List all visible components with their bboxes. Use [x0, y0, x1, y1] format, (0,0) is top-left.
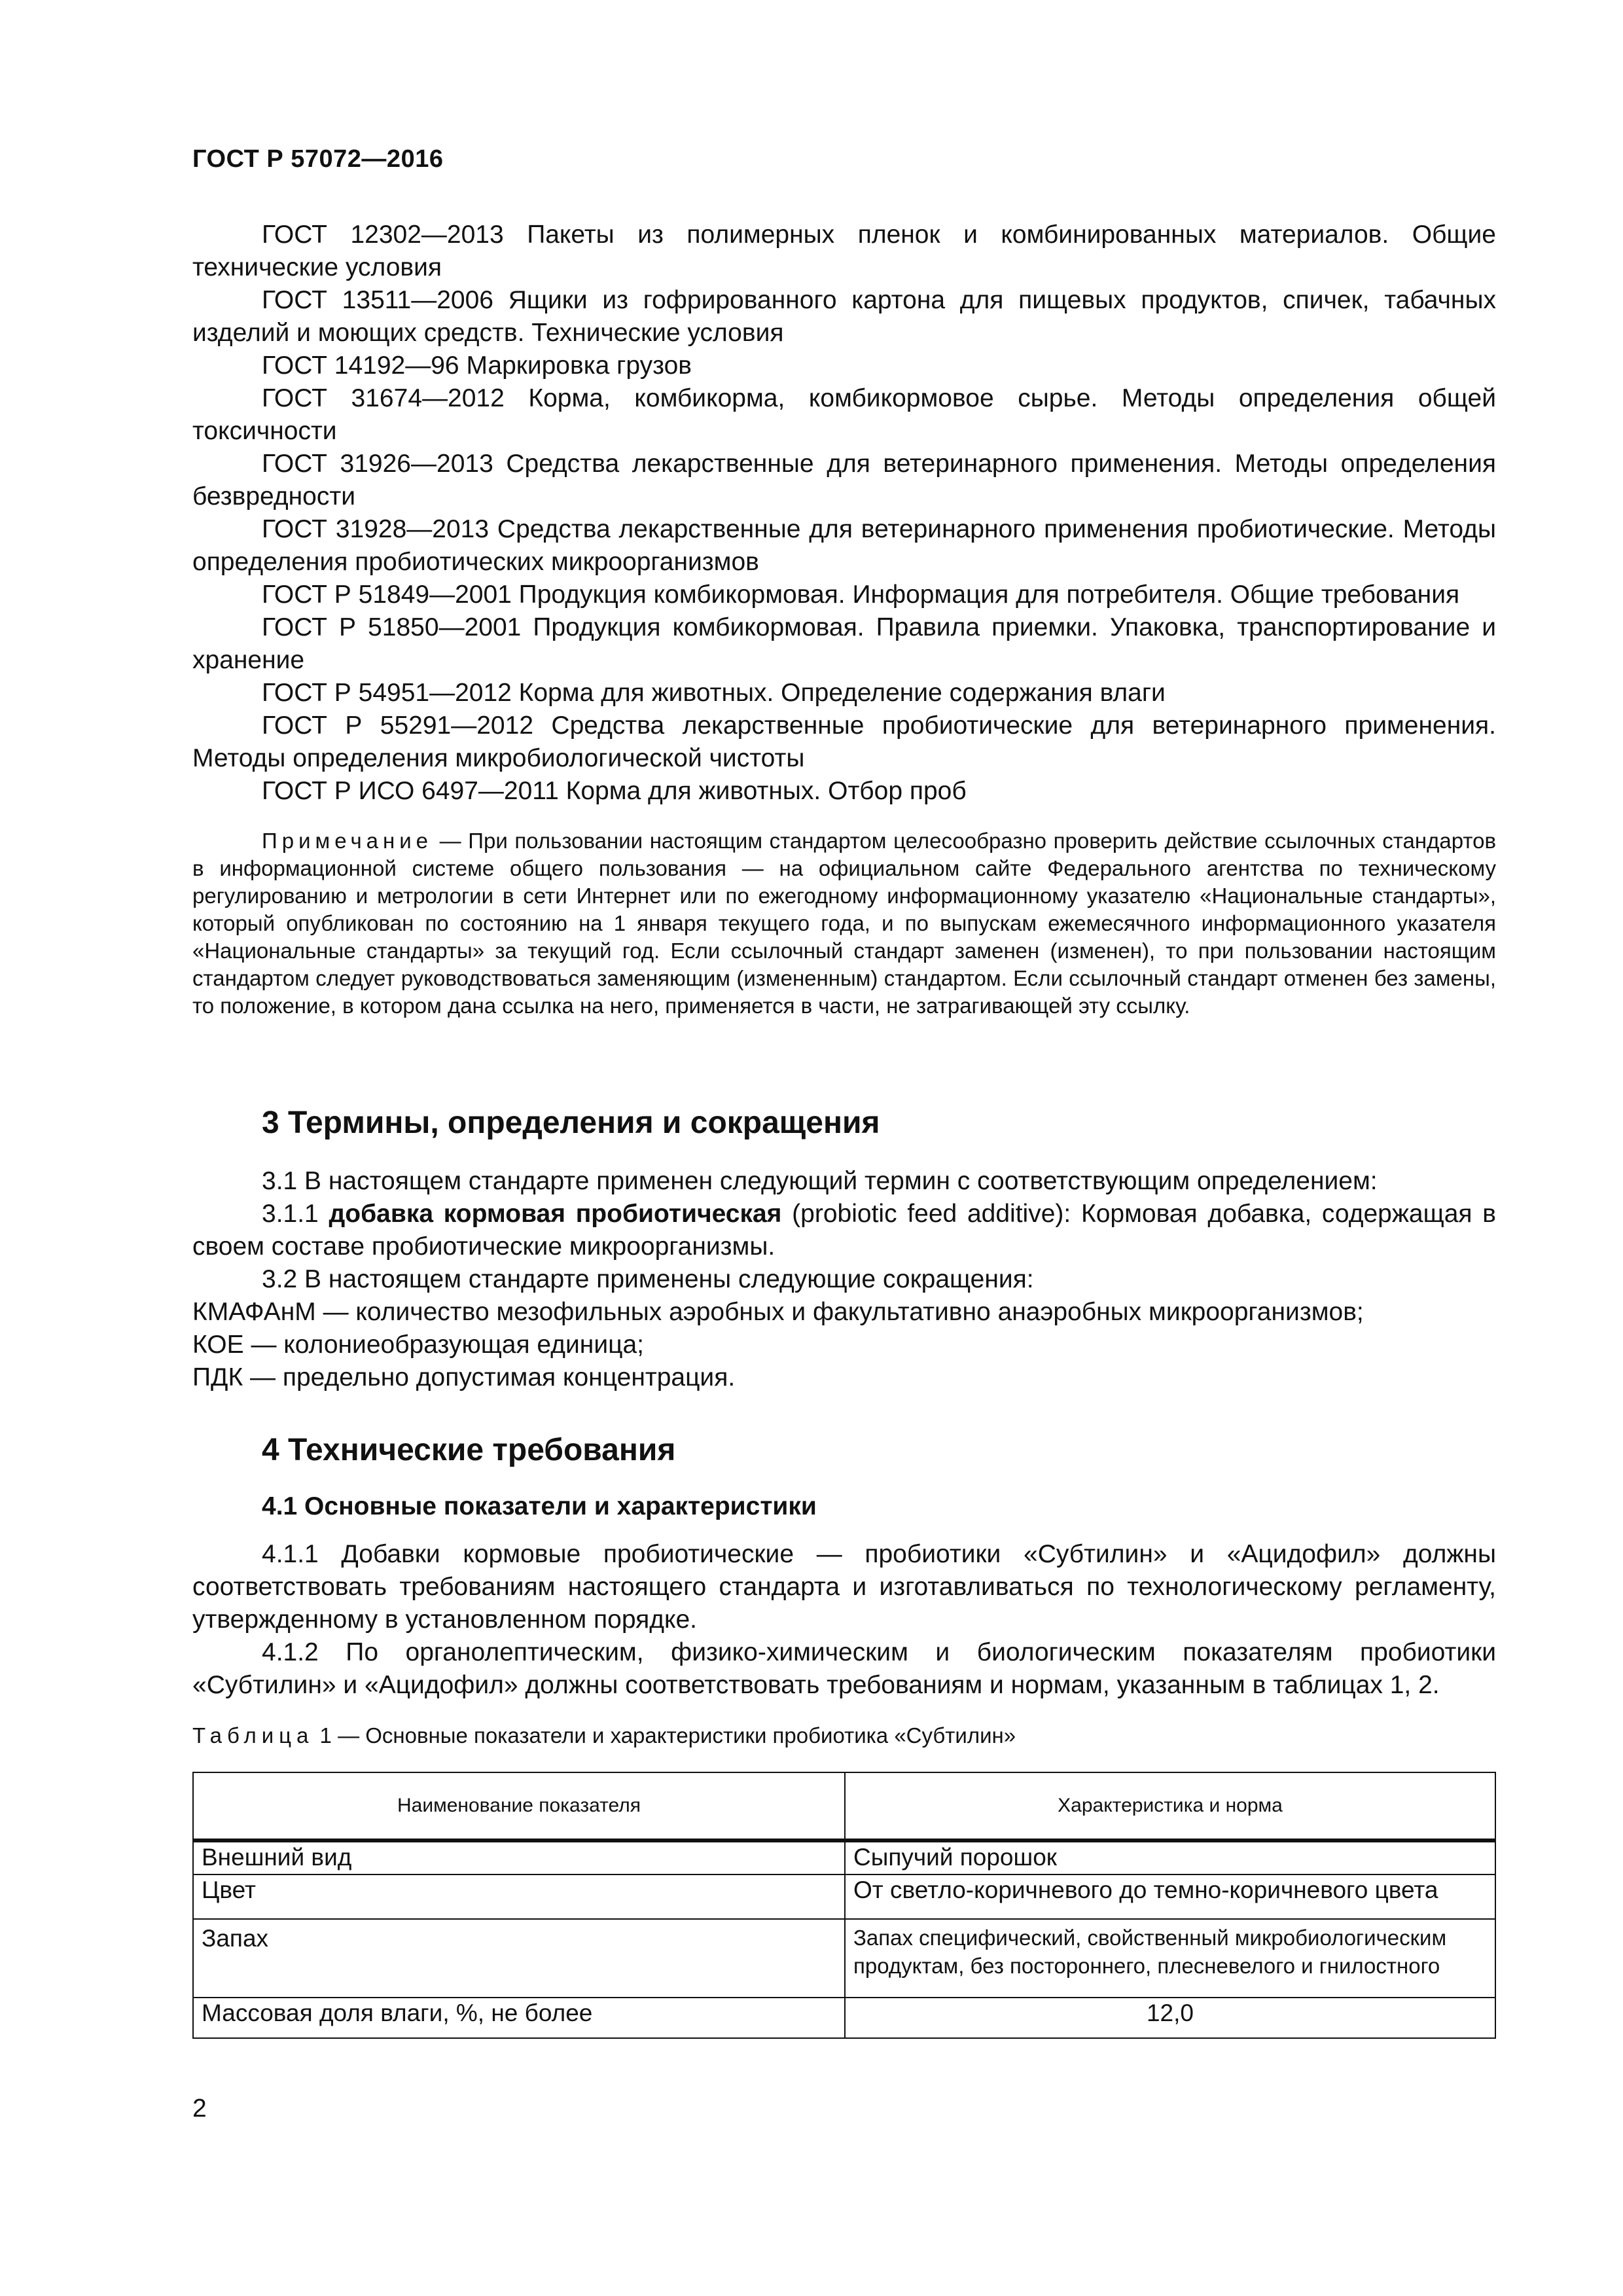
table-1-caption: Таблица 1 — Основные показатели и характеристики пробиотика «Субтилин» — [192, 1723, 1016, 1748]
section-4-title: 4 Технические требования — [262, 1433, 676, 1467]
paragraph-4-1-1: 4.1.1 Добавки кормовые пробиотические — пробиотики «Субтилин» и «Ацидофил» должны соответствовать требованиям настоящего стандарта и изготавливаться по технологическому регламенту, утвержденному в установленном порядке. — [192, 1540, 1496, 1634]
reference-item: ГОСТ Р ИСО 6497—2011 Корма для животных. Отбор проб — [262, 777, 967, 805]
table-1 — [192, 1772, 1496, 2039]
table-cell: 12,0 — [845, 1998, 1495, 2038]
table-header-cell: Наименование показателя — [193, 1772, 845, 1840]
paragraph-3-1-1: 3.1.1 добавка кормовая пробиотическая (probiotic feed additive): Кормовая добавка, содержащая в своем составе пробиотические микроорганизмы. — [192, 1200, 1496, 1261]
reference-item: ГОСТ 31926—2013 Средства лекарственные для ветеринарного применения. Методы определения безвредности — [192, 450, 1496, 511]
section-3-title: 3 Термины, определения и сокращения — [262, 1105, 880, 1140]
reference-item: ГОСТ 12302—2013 Пакеты из полимерных пленок и комбинированных материалов. Общие технические условия — [192, 221, 1496, 281]
reference-item: ГОСТ Р 51849—2001 Продукция комбикормовая. Информация для потребителя. Общие требования — [262, 581, 1460, 609]
section-4-body — [192, 1538, 1496, 1702]
reference-item: ГОСТ Р 54951—2012 Корма для животных. Определение содержания влаги — [262, 679, 1166, 707]
table-cell: Сыпучий порошок — [845, 1840, 1495, 1874]
table-cell: Запах специфический, свойственный микробиологическим продуктам, без постороннего, плесневелого и гнилостного — [845, 1919, 1495, 1998]
term-name: добавка кормовая пробиотическая — [329, 1200, 782, 1228]
table-cell: Внешний вид — [193, 1840, 845, 1874]
note-label: Примечание — [262, 829, 433, 853]
table-row — [193, 1919, 1495, 1998]
paragraph-3-1: 3.1 В настоящем стандарте применен следующий термин с соответствующим определением: — [262, 1167, 1378, 1195]
table-cell: Запах — [193, 1919, 845, 1998]
table-cell: От светло-коричневого до темно-коричневого цвета — [845, 1874, 1495, 1919]
reference-item: ГОСТ 31674—2012 Корма, комбикорма, комбикормовое сырье. Методы определения общей токсичности — [192, 384, 1496, 445]
reference-item: ГОСТ 14192—96 Маркировка грузов — [262, 351, 692, 380]
table-cell: Цвет — [193, 1874, 845, 1919]
paragraph-3-2: 3.2 В настоящем стандарте применены следующие сокращения: — [262, 1265, 1034, 1293]
section-3-body — [192, 1165, 1496, 1394]
reference-item: ГОСТ 13511—2006 Ящики из гофрированного картона для пищевых продуктов, спичек, табачных изделий и моющих средств. Технические условия — [192, 286, 1496, 347]
note-text: — При пользовании настоящим стандартом целесообразно проверить действие ссылочных стандартов в информационной системе общего пользования — на официальном сайте Федерального агентства по техническому регулированию и метрологии в сети Интернет или по ежегодному информационному указателю «Национальные стандарты», который опубликован по состоянию на 1 января текущего года, и по выпускам ежемесячного информационного указателя «Национальные стандарты» за текущий год. Если ссылочный стандарт заменен (изменен), то при пользовании настоящим стандартом следует руководствоваться заменяющим (измененным) стандартом. Если ссылочный стандарт отменен без замены, то положение, в котором дана ссылка на него, применяется в части, не затрагивающей эту ссылку. — [192, 829, 1496, 1018]
document-header: ГОСТ Р 57072—2016 — [192, 145, 444, 173]
note-block — [192, 827, 1496, 1020]
table-row — [193, 1840, 1495, 1874]
table-header-cell: Характеристика и норма — [845, 1772, 1495, 1840]
reference-item: ГОСТ Р 51850—2001 Продукция комбикормовая. Правила приемки. Упаковка, транспортирование и хранение — [192, 613, 1496, 674]
table-header-row — [193, 1772, 1495, 1840]
abbreviation-item: КОЕ — колониеобразующая единица; — [192, 1331, 644, 1359]
table-row — [193, 1874, 1495, 1919]
normative-references — [192, 219, 1496, 808]
paragraph-4-1-2: 4.1.2 По органолептическим, физико-химическим и биологическим показателям пробиотики «Субтилин» и «Ацидофил» должны соответствовать требованиям и нормам, указанным в таблицах 1, 2. — [192, 1638, 1496, 1699]
abbreviation-item: КМАФАнМ — количество мезофильных аэробных и факультативно анаэробных микроорганизмов; — [192, 1298, 1364, 1326]
table-cell: Массовая доля влаги, %, не более — [193, 1998, 845, 2038]
reference-item: ГОСТ Р 55291—2012 Средства лекарственные пробиотические для ветеринарного применения. Методы определения микробиологической чистоты — [192, 711, 1496, 772]
abbreviation-item: ПДК — предельно допустимая концентрация. — [192, 1363, 736, 1391]
table-row — [193, 1998, 1495, 2038]
reference-item: ГОСТ 31928—2013 Средства лекарственные для ветеринарного применения пробиотические. Методы определения пробиотических микроорганизмов — [192, 515, 1496, 576]
subsection-4-1-title: 4.1 Основные показатели и характеристики — [262, 1492, 817, 1520]
page-number: 2 — [192, 2094, 207, 2123]
